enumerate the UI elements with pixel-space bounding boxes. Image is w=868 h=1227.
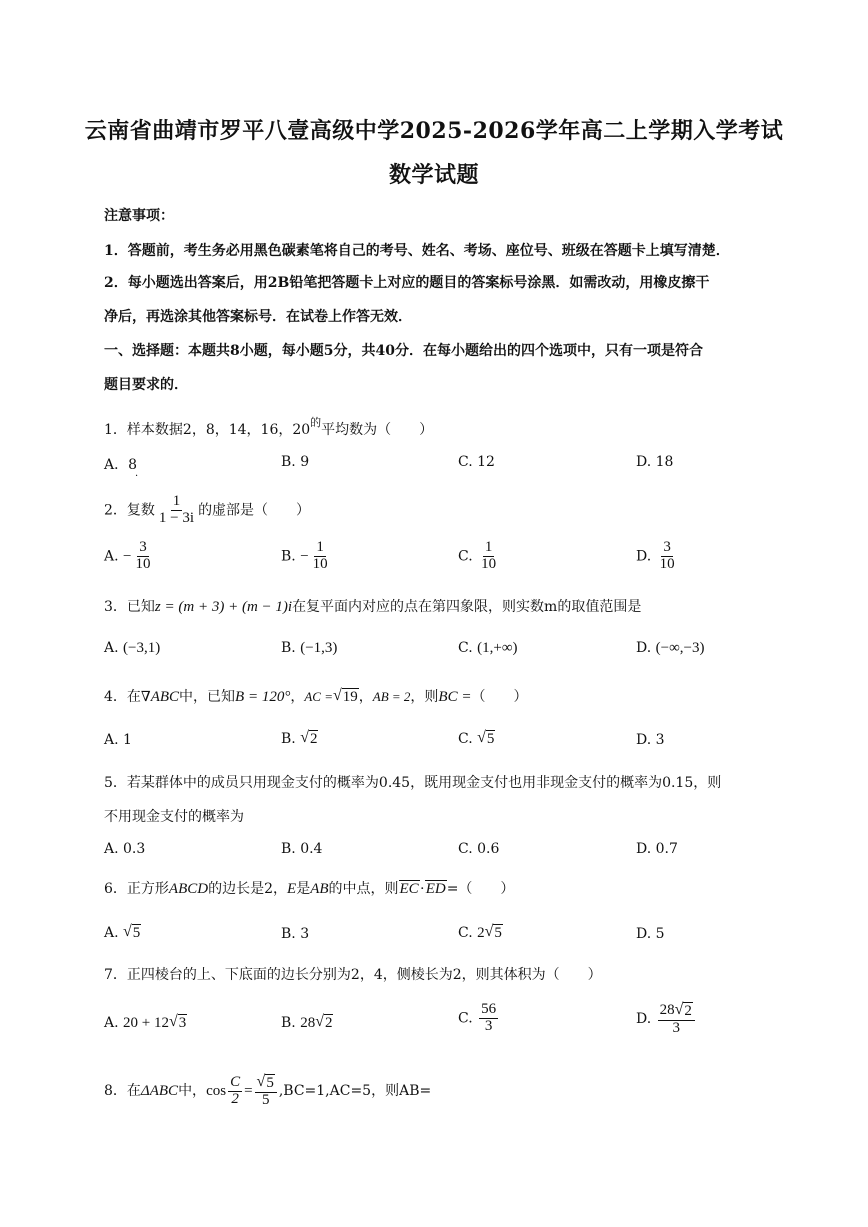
question-5-stem-1: 5．若某群体中的成员只用现金支付的概率为0.45，既用现金支付也用非现金支付的概率为0.15，则 bbox=[104, 775, 722, 791]
notice-item-1: 1．答题前，考生务必用黑色碳素笔将自己的考号、姓名、考场、座位号、班级在答题卡上填写清楚． bbox=[104, 243, 730, 259]
section-heading-2: 题目要求的． bbox=[104, 377, 188, 393]
q4-option-a: A. 1 bbox=[104, 732, 132, 748]
question-4-stem: 4．在∇ABC中，已知B = 120°，AC = √ 19 ，AB = 2，则BC =（ ） bbox=[104, 687, 528, 706]
q1-option-c: C. 12 bbox=[458, 454, 495, 470]
q4-option-d: D. 3 bbox=[636, 732, 665, 748]
q2-option-b: B. − $\frac{1}{10}$ bbox=[281, 539, 328, 572]
q4-option-b: B. √ 2 bbox=[281, 729, 318, 747]
question-3-stem: 3．已知z = (m + 3) + (m − 1)i在复平面内对应的点在第四象限，则实数m的取值范围是 bbox=[104, 599, 642, 615]
q4-option-c: C. √ 5 bbox=[458, 729, 495, 747]
exam-subtitle: 数学试题 bbox=[388, 162, 479, 188]
notice-heading: 注意事项： bbox=[104, 208, 174, 224]
q2-option-a: A. − $\frac{3}{10}$ bbox=[104, 539, 151, 572]
question-7-stem: 7．正四棱台的上、下底面的边长分别为2，4，侧棱长为2，则其体积为（ ） bbox=[104, 967, 602, 983]
notice-item-2b: 净后，再选涂其他答案标号．在试卷上作答无效． bbox=[104, 309, 412, 325]
q1-option-d: D. 18 bbox=[636, 454, 674, 470]
notice-item-2a: 2．每小题选出答案后，用2B铅笔把答题卡上对应的题目的答案标号涂黑．如需改动，用橡皮擦干 bbox=[104, 275, 710, 291]
q6-option-c: C. 2 √ 5 bbox=[458, 923, 502, 941]
question-1-stem: 1．样本数据2，8，14，16，$20^的$平均数为（ ） bbox=[104, 416, 434, 438]
section-heading-1: 一、选择题：本题共8小题，每小题5分，共40分．在每小题给出的四个选项中，只有一项是符合 bbox=[104, 343, 703, 359]
q1-option-a: A．$8_\cdot$ bbox=[104, 457, 139, 482]
q5-option-a: A. 0.3 bbox=[104, 841, 146, 857]
question-5-stem-2: 不用现金支付的概率为 bbox=[104, 809, 244, 825]
question-6-stem: 6．正方形ABCD的边长是2，E是AB的中点，则EC·ED=（ ） bbox=[104, 881, 515, 897]
q6-option-a: A. √ 5 bbox=[104, 923, 141, 941]
q6-option-b: B. 3 bbox=[281, 926, 310, 942]
question-8-stem: 8．在ΔABC中，cos $\frac{C}{2}$ = √ 5 5 ,BC=1,AC=5，则AB= bbox=[104, 1073, 432, 1108]
exam-title: 云南省曲靖市罗平八壹高级中学2025-2026学年高二上学期入学考试 bbox=[84, 118, 784, 144]
q1-option-b: B. 9 bbox=[281, 454, 310, 470]
q5-option-b: B. 0.4 bbox=[281, 841, 323, 857]
q5-option-d: D. 0.7 bbox=[636, 841, 678, 857]
q7-option-d: D. 28 √ 2 3 bbox=[636, 1002, 697, 1036]
q7-option-a: A. 20 + 12 √ 3 bbox=[104, 1013, 187, 1031]
q7-option-b: B. 28 √ 2 bbox=[281, 1013, 333, 1031]
q5-option-c: C. 0.6 bbox=[458, 841, 500, 857]
q2-option-c: C. $\frac{1}{10}$ bbox=[458, 539, 497, 572]
q6-option-d: D. 5 bbox=[636, 926, 665, 942]
q3-option-b: B. (−1,3) bbox=[281, 640, 338, 656]
q2-option-d: D. $\frac{3}{10}$ bbox=[636, 539, 675, 572]
q3-option-d: D. (−∞,−3) bbox=[636, 640, 705, 656]
q3-option-c: C. (1,+∞) bbox=[458, 640, 518, 656]
q3-option-a: A. (−3,1) bbox=[104, 640, 161, 656]
question-2-stem: 2．复数 $\frac{1}{1 - 3i}$ 的虚部是（ ） bbox=[104, 493, 311, 526]
q7-option-c: C. $\frac{56}{3}$ bbox=[458, 1001, 497, 1034]
